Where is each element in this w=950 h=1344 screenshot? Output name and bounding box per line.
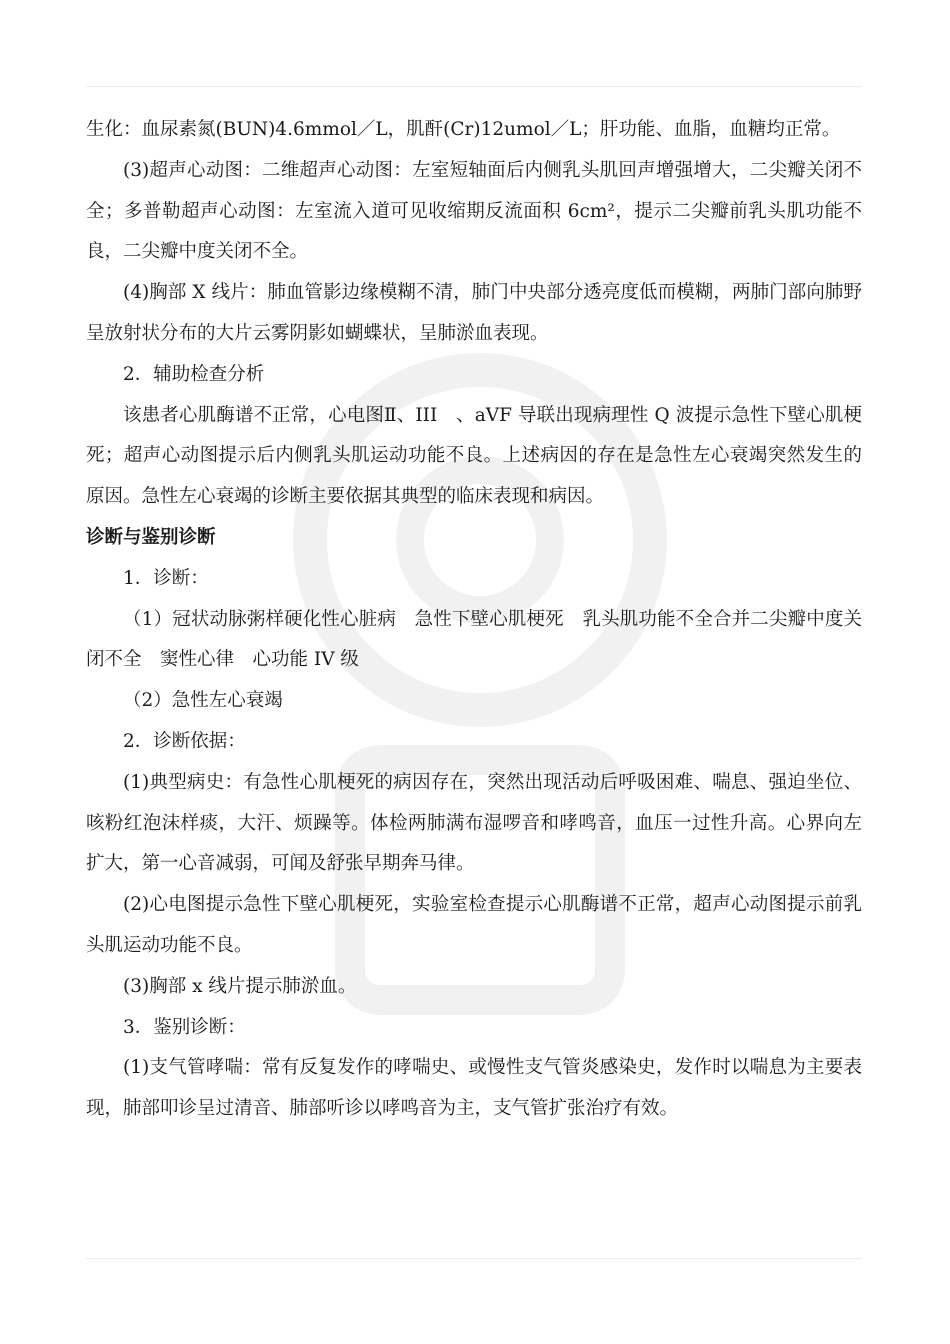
section-subheading: 2．辅助检查分析 (123, 363, 265, 385)
section-subheading: 2．诊断依据： (123, 730, 246, 752)
paragraph: (3)胸部 x 线片提示肺淤血。 (123, 975, 357, 997)
paragraph: 该患者心肌酶谱不正常，心电图Ⅱ、III 、aVF 导联出现病理性 Q 波提示急性下壁心肌梗死；超声心动图提示后内侧乳头肌运动功能不良。上述病因的存在是急性左心衰竭突然发生的原因。急性左心衰竭的诊断主要依据其典型的临床表现和病因。 (86, 404, 862, 508)
paragraph-echocardiogram (86, 151, 862, 273)
footer-rule (86, 1258, 862, 1259)
paragraph: （1）冠状动脉粥样硬化性心脏病 急性下壁心肌梗死 乳头肌功能不全合并二尖瓣中度关闭不全 窦性心律 心功能 IV 级 (86, 608, 862, 671)
paragraph: 生化：血尿素氮(BUN)4.6mmol／L，肌酐(Cr)12umol／L；肝功能、血脂，血糖均正常。 (86, 119, 841, 140)
paragraph: (1)典型病史：有急性心肌梗死的病因存在，突然出现活动后呼吸困难、喘息、强迫坐位、咳粉红泡沫样痰，大汗、烦躁等。体检两肺满布湿啰音和哮鸣音，血压一过性升高。心界向左扩大，第一心音减弱，可闻及舒张早期奔马律。 (86, 771, 862, 875)
paragraph: (1)支气管哮喘：常有反复发作的哮喘史、或慢性支气管炎感染史，发作时以喘息为主要表现，肺部叩诊呈过清音、肺部听诊以哮鸣音为主，支气管扩张治疗有效。 (86, 1057, 862, 1120)
document-body (86, 110, 862, 1130)
paragraph: (2)心电图提示急性下壁心肌梗死，实验室检查提示心肌酶谱不正常，超声心动图提示前乳头肌运动功能不良。 (86, 894, 862, 956)
paragraph: （2）急性左心衰竭 (123, 690, 283, 712)
section-subheading: 3．鉴别诊断： (123, 1016, 246, 1038)
section-heading: 诊断与鉴别诊断 (86, 526, 216, 548)
section-subheading: 1．诊断： (123, 567, 209, 589)
header-rule (86, 86, 862, 87)
paragraph-text: (3)超声心动图：二维超声心动图：左室短轴面后内侧乳头肌回声增强增大，二尖瓣关闭不全；多普勒超声心动图：左室流入道可见收缩期反流面积 6cm²，提示二尖瓣前乳头肌功能不良，二尖瓣中度关闭不全。 (86, 159, 862, 263)
paragraph: (4)胸部 X 线片：肺血管影边缘模糊不清，肺门中央部分透亮度低而模糊，两肺门部向肺野呈放射状分布的大片云雾阴影如蝴蝶状，呈肺淤血表现。 (86, 282, 862, 344)
